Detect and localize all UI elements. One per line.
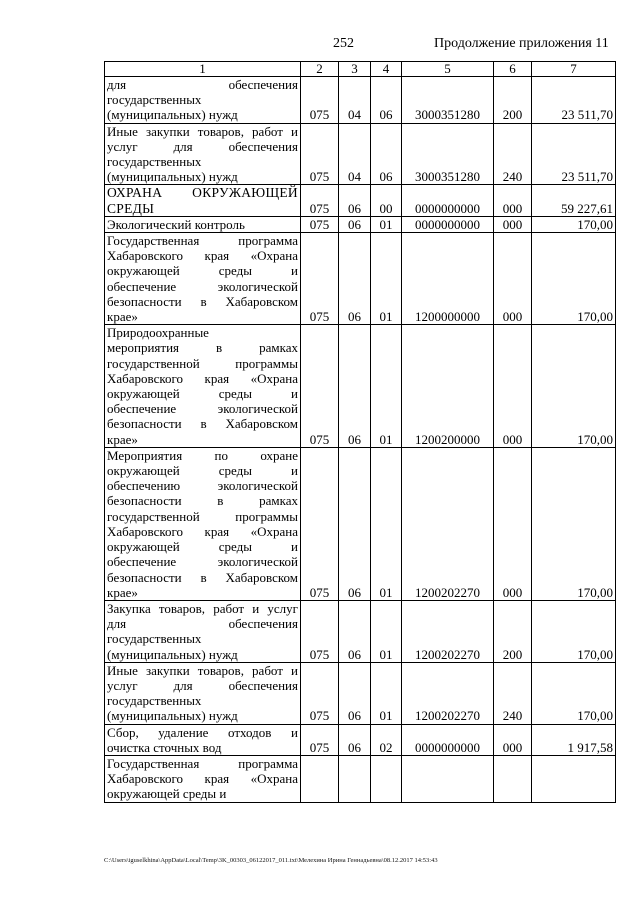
- cell-section-code: 04: [339, 77, 371, 124]
- column-header: 3: [339, 62, 371, 77]
- description-line: Хабаровского края «Охрана: [107, 248, 298, 264]
- description-line: Экологический контроль: [107, 216, 245, 232]
- cell-chapter-code: 075: [301, 600, 339, 662]
- cell-target-article: 1200000000: [402, 233, 494, 325]
- description-line: безопасности в рамках: [107, 493, 298, 509]
- description-line: (муниципальных) нужд: [107, 708, 238, 724]
- cell-chapter-code: 075: [301, 77, 339, 124]
- cell-subsection-code: 06: [371, 77, 402, 124]
- cell-section-code: 06: [339, 447, 371, 600]
- cell-subsection-code: [371, 755, 402, 802]
- description-line: государственных: [107, 693, 202, 709]
- description-line: окружающей среды и: [107, 786, 227, 802]
- cell-chapter-code: 075: [301, 233, 339, 325]
- description-line: Иные закупки товаров, работ и: [107, 123, 298, 139]
- row-description: [105, 662, 301, 724]
- cell-expense-type: 000: [494, 724, 532, 755]
- cell-target-article: 1200200000: [402, 325, 494, 448]
- description-line: окружающей среды и: [107, 263, 298, 279]
- cell-target-article: 3000351280: [402, 123, 494, 185]
- cell-amount: 170,00: [532, 325, 616, 448]
- description-line: государственных: [107, 154, 202, 170]
- table-row: [105, 185, 616, 216]
- row-description: [105, 233, 301, 325]
- row-description: [105, 325, 301, 448]
- table-row: [105, 447, 616, 600]
- description-line: (муниципальных) нужд: [107, 646, 238, 662]
- cell-target-article: 0000000000: [402, 724, 494, 755]
- cell-expense-type: 000: [494, 447, 532, 600]
- cell-subsection-code: 01: [371, 325, 402, 448]
- cell-amount: 170,00: [532, 233, 616, 325]
- table-row: [105, 123, 616, 185]
- description-line: безопасности в Хабаровском: [107, 416, 298, 432]
- description-line: безопасности в Хабаровском: [107, 293, 298, 309]
- cell-section-code: 06: [339, 233, 371, 325]
- cell-target-article: 0000000000: [402, 185, 494, 216]
- description-line: Иные закупки товаров, работ и: [107, 662, 298, 678]
- description-line: ОХРАНА ОКРУЖАЮЩЕЙ: [107, 185, 298, 201]
- cell-expense-type: 000: [494, 325, 532, 448]
- description-line: Государственная программа: [107, 233, 298, 249]
- cell-section-code: 06: [339, 600, 371, 662]
- cell-subsection-code: 02: [371, 724, 402, 755]
- cell-chapter-code: 075: [301, 447, 339, 600]
- cell-expense-type: [494, 755, 532, 802]
- page-number: 252: [333, 36, 354, 51]
- cell-chapter-code: 075: [301, 325, 339, 448]
- table-row: [105, 662, 616, 724]
- cell-amount: [532, 755, 616, 802]
- cell-amount: 170,00: [532, 662, 616, 724]
- row-description: [105, 77, 301, 124]
- cell-chapter-code: 075: [301, 216, 339, 232]
- cell-target-article: 1200202270: [402, 600, 494, 662]
- table-row: [105, 325, 616, 448]
- row-description: [105, 447, 301, 600]
- description-line: СРЕДЫ: [107, 200, 155, 216]
- column-header: 2: [301, 62, 339, 77]
- description-line: обеспечение экологической: [107, 401, 298, 417]
- description-line: Закупка товаров, работ и услуг: [107, 600, 298, 616]
- cell-target-article: 0000000000: [402, 216, 494, 232]
- table-row: [105, 724, 616, 755]
- cell-subsection-code: 01: [371, 447, 402, 600]
- row-description: [105, 724, 301, 755]
- description-line: обеспечению экологической: [107, 478, 298, 494]
- cell-section-code: 06: [339, 724, 371, 755]
- column-header: 4: [371, 62, 402, 77]
- table-row: [105, 755, 616, 802]
- cell-subsection-code: 01: [371, 233, 402, 325]
- cell-subsection-code: 01: [371, 216, 402, 232]
- cell-expense-type: 240: [494, 123, 532, 185]
- cell-target-article: 1200202270: [402, 447, 494, 600]
- description-line: окружающей среды и: [107, 539, 298, 555]
- cell-chapter-code: 075: [301, 724, 339, 755]
- description-line: крае»: [107, 309, 138, 325]
- description-line: мероприятия в рамках: [107, 340, 298, 356]
- description-line: государственных: [107, 92, 202, 108]
- description-line: Природоохранные: [107, 325, 209, 341]
- description-line: очистка сточных вод: [107, 739, 222, 755]
- cell-expense-type: 200: [494, 600, 532, 662]
- cell-section-code: 06: [339, 662, 371, 724]
- description-line: обеспечение экологической: [107, 554, 298, 570]
- description-line: Сбор, удаление отходов и: [107, 724, 298, 740]
- cell-chapter-code: 075: [301, 123, 339, 185]
- table-row: [105, 233, 616, 325]
- row-description: [105, 123, 301, 185]
- cell-subsection-code: 01: [371, 600, 402, 662]
- description-line: Мероприятия по охране: [107, 447, 298, 463]
- row-description: [105, 755, 301, 802]
- description-line: государственной программы: [107, 355, 298, 371]
- table-row: [105, 600, 616, 662]
- cell-section-code: 04: [339, 123, 371, 185]
- description-line: для обеспечения: [107, 616, 298, 632]
- description-line: обеспечение экологической: [107, 278, 298, 294]
- description-line: (муниципальных) нужд: [107, 169, 238, 185]
- cell-target-article: [402, 755, 494, 802]
- cell-target-article: 3000351280: [402, 77, 494, 124]
- cell-subsection-code: 01: [371, 662, 402, 724]
- cell-chapter-code: 075: [301, 185, 339, 216]
- description-line: (муниципальных) нужд: [107, 107, 238, 123]
- column-header: 5: [402, 62, 494, 77]
- description-line: Государственная программа: [107, 755, 298, 771]
- description-line: окружающей среды и: [107, 386, 298, 402]
- cell-expense-type: 000: [494, 233, 532, 325]
- description-line: крае»: [107, 431, 138, 447]
- cell-expense-type: 240: [494, 662, 532, 724]
- description-line: Хабаровского края «Охрана: [107, 370, 298, 386]
- description-line: Хабаровского края «Охрана: [107, 771, 298, 787]
- table-row: [105, 216, 616, 232]
- continuation-label: Продолжение приложения 11: [434, 36, 609, 51]
- cell-amount: 59 227,61: [532, 185, 616, 216]
- cell-expense-type: 000: [494, 216, 532, 232]
- cell-expense-type: 200: [494, 77, 532, 124]
- description-line: государственной программы: [107, 508, 298, 524]
- cell-expense-type: 000: [494, 185, 532, 216]
- column-header: 1: [105, 62, 301, 77]
- description-line: Хабаровского края «Охрана: [107, 523, 298, 539]
- cell-amount: 23 511,70: [532, 123, 616, 185]
- cell-target-article: 1200202270: [402, 662, 494, 724]
- cell-subsection-code: 06: [371, 123, 402, 185]
- cell-chapter-code: [301, 755, 339, 802]
- cell-amount: 170,00: [532, 216, 616, 232]
- footer-file-path: C:\Users\iguselkhina\AppData\Local\Temp\3K_00303_06122017_011.txt\Мелехина Ирина Геннадьевна\08.12.2017 14:53:43: [104, 857, 438, 864]
- cell-section-code: [339, 755, 371, 802]
- cell-amount: 170,00: [532, 447, 616, 600]
- description-line: для обеспечения: [107, 77, 298, 92]
- table-header-row: [105, 62, 616, 77]
- table-row: [105, 77, 616, 124]
- cell-section-code: 06: [339, 325, 371, 448]
- description-line: государственных: [107, 631, 202, 647]
- cell-section-code: 06: [339, 216, 371, 232]
- description-line: окружающей среды и: [107, 463, 298, 479]
- cell-subsection-code: 00: [371, 185, 402, 216]
- description-line: безопасности в Хабаровском: [107, 569, 298, 585]
- column-header: 7: [532, 62, 616, 77]
- cell-amount: 23 511,70: [532, 77, 616, 124]
- row-description: [105, 600, 301, 662]
- row-description: [105, 216, 301, 232]
- budget-table: [104, 61, 616, 803]
- description-line: услуг для обеспечения: [107, 677, 298, 693]
- description-line: крае»: [107, 584, 138, 600]
- cell-amount: 1 917,58: [532, 724, 616, 755]
- row-description: [105, 185, 301, 216]
- cell-amount: 170,00: [532, 600, 616, 662]
- column-header: 6: [494, 62, 532, 77]
- description-line: услуг для обеспечения: [107, 138, 298, 154]
- cell-chapter-code: 075: [301, 662, 339, 724]
- cell-section-code: 06: [339, 185, 371, 216]
